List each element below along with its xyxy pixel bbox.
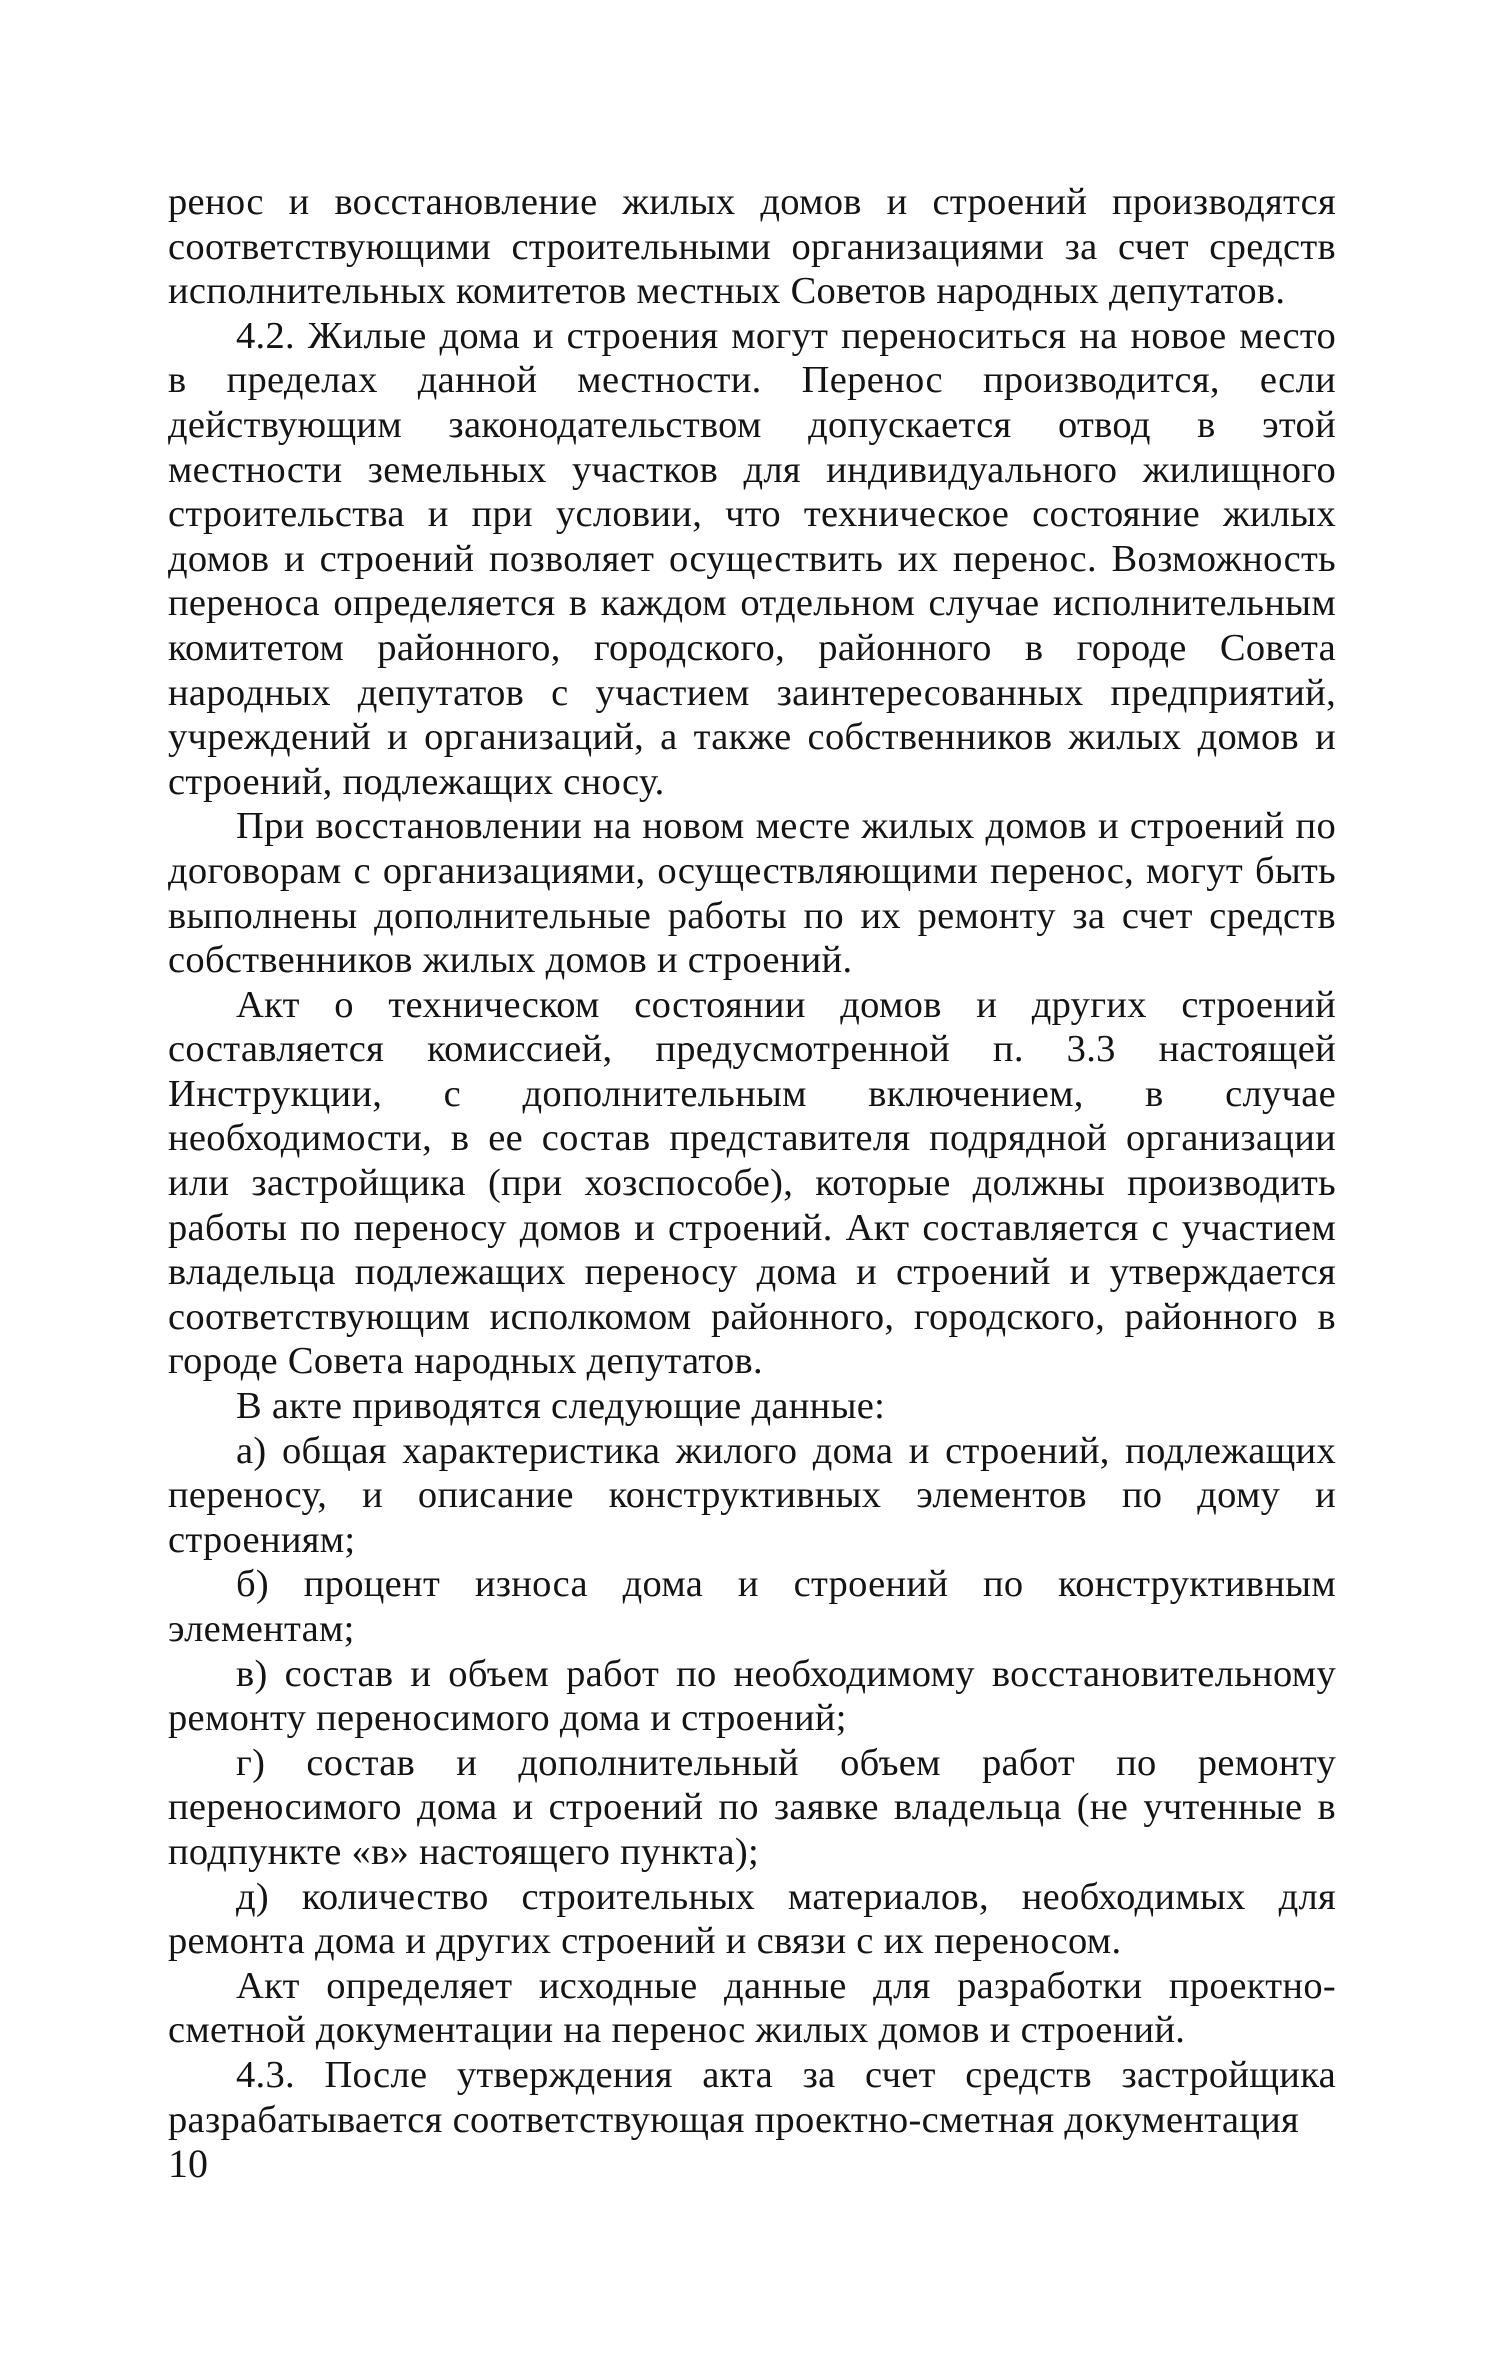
list-item-a: а) общая характеристика жилого дома и строений, подлежащих переносу, и описание конструктивных элементов по дому и строениям; — [168, 1429, 1336, 1561]
list-item-v: в) состав и объем работ по необходимому восстановительному ремонту переносимого дома и строений; — [168, 1652, 1336, 1740]
paragraph-data-intro: В акте приводятся следующие данные: — [236, 1385, 886, 1428]
document-body — [168, 180, 1336, 2142]
paragraph-act-defines: Акт определяет исходные данные для разработки проектно-сметной документации на перенос жилых домов и строений. — [168, 1964, 1336, 2052]
paragraph-4-3: 4.3. После утверждения акта за счет средств застройщика разрабатывается соответствующая проектно-сметная документация — [168, 2053, 1336, 2141]
paragraph-continuation: ренос и восстановление жилых домов и строений производятся соответствующими строительными организациями за счет средств исполнительных комитетов местных Советов народных депутатов. — [168, 181, 1336, 313]
list-item-g: г) состав и дополнительный объем работ по ремонту переносимого дома и строений по заявке владельца (не учтенные в подпункте «в» настоящего пункта); — [168, 1741, 1336, 1873]
page-number: 10 — [168, 2141, 208, 2186]
list-item-b: б) процент износа дома и строений по конструктивным элементам; — [168, 1563, 1336, 1650]
paragraph-4-2: 4.2. Жилые дома и строения могут переноситься на новое место в пределах данной местности. Перенос производится, если действующим законодательством допускается отвод в этой местности земельных участков для индивидуального жилищного строительства и при условии, что техническое состояние жилых домов и строений позволяет осуществить их перенос. Возможность переноса определяется в каждом отдельном случае исполнительным комитетом районного, городского, районного в городе Совета народных депутатов с участием заинтересованных предприятий, учреждений и организаций, а также собственников жилых домов и строений, подлежащих сносу. — [168, 314, 1336, 803]
list-item-d: д) количество строительных материалов, необходимых для ремонта дома и других строений и связи с их переносом. — [168, 1875, 1336, 1963]
paragraph-act: Акт о техническом состоянии домов и других строений составляется комиссией, предусмотренной п. 3.3 настоящей Инструкции, с дополнительным включением, в случае необходимости, в ее состав представителя подрядной организации или застройщика (при хозспособе), которые должны производить работы по переносу домов и строений. Акт составляется с участием владельца подлежащих переносу дома и строений и утверждается соответствующим исполкомом районного, городского, районного в городе Совета народных депутатов. — [168, 983, 1336, 1383]
paragraph-restoration: При восстановлении на новом месте жилых домов и строений по договорам с организациями, осуществляющими перенос, могут быть выполнены дополнительные работы по их ремонту за счет средств собственников жилых домов и строений. — [168, 805, 1336, 982]
